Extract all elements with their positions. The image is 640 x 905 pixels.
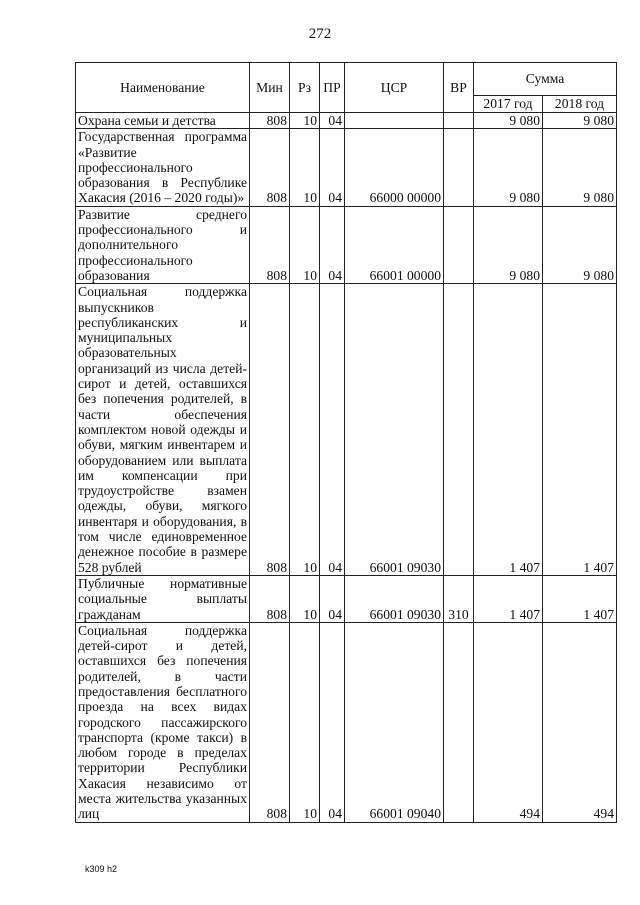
- row-vr: [444, 622, 474, 822]
- row-sum-2017: 9 080: [474, 129, 543, 206]
- row-csr: 66001 00000: [345, 206, 444, 283]
- row-sum-2018: 9 080: [543, 113, 617, 129]
- row-pr: 04: [320, 129, 345, 206]
- table-row: [76, 129, 617, 206]
- row-vr: [444, 113, 474, 129]
- row-sum-2018: 1 407: [543, 284, 617, 576]
- row-name: Государственная программа «Развитие профессионального образования в Республике Хакасия (2016 – 2020 годы)»: [76, 129, 250, 206]
- row-sum-2018: 1 407: [543, 575, 617, 622]
- table-row: [76, 622, 617, 822]
- header-year-2018: 2018 год: [543, 96, 617, 113]
- row-min: 808: [250, 129, 290, 206]
- row-pr: 04: [320, 284, 345, 576]
- row-rz: 10: [290, 113, 320, 129]
- row-name: Публичные нормативные социальные выплаты гражданам: [76, 575, 250, 622]
- table-row: [76, 206, 617, 283]
- row-sum-2017: 9 080: [474, 113, 543, 129]
- row-rz: 10: [290, 622, 320, 822]
- row-name: Социальная поддержка выпускников республиканских и муниципальных образовательных организаций из числа детей-сирот и детей, оставшихся без попечения родителей, в части обеспечения комплектом новой одежды и обуви, мягким инвентарем и оборудованием или выплата им компенсации при трудоустройстве взамен одежды, обуви, мягкого инвентаря и оборудования, в том числе единовременное денежное пособие в размере 528 рублей: [76, 284, 250, 576]
- row-vr: 310: [444, 575, 474, 622]
- row-name: Охрана семьи и детства: [76, 113, 250, 129]
- row-pr: 04: [320, 113, 345, 129]
- row-vr: [444, 206, 474, 283]
- header-year-2017: 2017 год: [474, 96, 543, 113]
- row-min: 808: [250, 206, 290, 283]
- row-sum-2017: 1 407: [474, 284, 543, 576]
- header-csr: ЦСР: [345, 63, 444, 113]
- row-sum-2018: 494: [543, 622, 617, 822]
- row-sum-2017: 1 407: [474, 575, 543, 622]
- row-sum-2017: 494: [474, 622, 543, 822]
- header-pr: ПР: [320, 63, 345, 113]
- row-name: Развитие среднего профессионального и дополнительного профессионального образования: [76, 206, 250, 283]
- budget-table: [75, 62, 617, 823]
- row-sum-2018: 9 080: [543, 129, 617, 206]
- row-csr: 66001 09030: [345, 284, 444, 576]
- row-min: 808: [250, 284, 290, 576]
- row-csr: 66000 00000: [345, 129, 444, 206]
- row-csr: 66001 09030: [345, 575, 444, 622]
- row-min: 808: [250, 575, 290, 622]
- header-name: Наименование: [76, 63, 250, 113]
- row-vr: [444, 284, 474, 576]
- row-name: Социальная поддержка детей-сирот и детей, оставшихся без попечения родителей, в части предоставления бесплатного проезда на всех видах городского пассажирского транспорта (кроме такси) в любом городе в пределах территории Республики Хакасия независимо от места жительства указанных лиц: [76, 622, 250, 822]
- row-sum-2018: 9 080: [543, 206, 617, 283]
- row-csr: [345, 113, 444, 129]
- row-pr: 04: [320, 622, 345, 822]
- table-row: [76, 284, 617, 576]
- table-row: [76, 575, 617, 622]
- footer-code: k309 h2: [85, 864, 118, 874]
- row-min: 808: [250, 622, 290, 822]
- page-number: 272: [308, 26, 332, 42]
- row-rz: 10: [290, 284, 320, 576]
- header-vr: ВР: [444, 63, 474, 113]
- row-vr: [444, 129, 474, 206]
- row-min: 808: [250, 113, 290, 129]
- row-csr: 66001 09040: [345, 622, 444, 822]
- row-rz: 10: [290, 129, 320, 206]
- header-min: Мин: [250, 63, 290, 113]
- header-rz: Рз: [290, 63, 320, 113]
- header-sum: Сумма: [474, 63, 617, 96]
- row-pr: 04: [320, 575, 345, 622]
- row-pr: 04: [320, 206, 345, 283]
- row-rz: 10: [290, 206, 320, 283]
- table-row: [76, 113, 617, 129]
- row-rz: 10: [290, 575, 320, 622]
- row-sum-2017: 9 080: [474, 206, 543, 283]
